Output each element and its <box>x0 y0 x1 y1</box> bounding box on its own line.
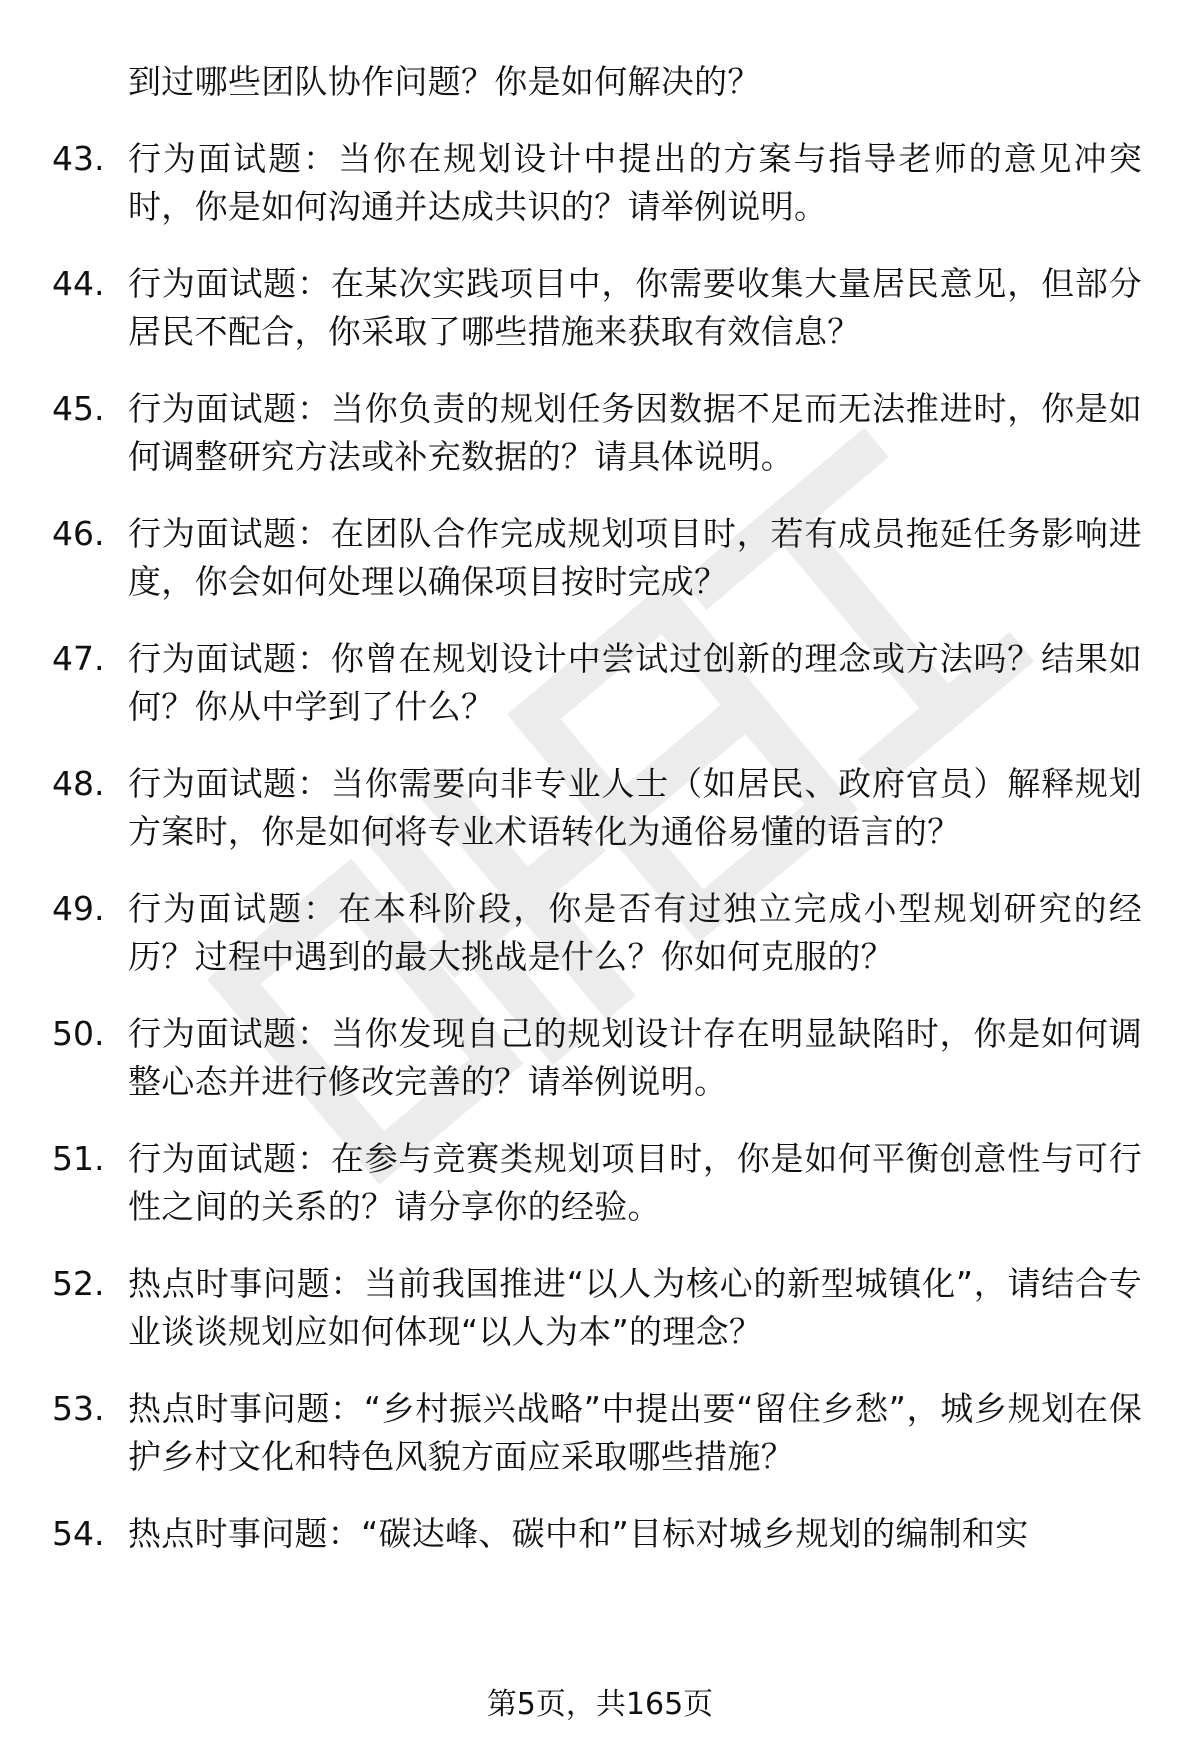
list-item <box>52 135 1142 231</box>
list-item <box>52 58 1142 106</box>
item-text: 行为面试题：在团队合作完成规划项目时，若有成员拖延任务影响进度，你会如何处理以确保项目按时完成？ <box>128 514 1142 601</box>
item-number: 52. <box>52 1264 105 1303</box>
list-item <box>52 385 1142 481</box>
item-number: 46. <box>52 514 105 553</box>
item-text: 热点时事问题：“碳达峰、碳中和”目标对城乡规划的编制和实 <box>128 1514 1029 1553</box>
item-text: 行为面试题：当你需要向非专业人士（如居民、政府官员）解释规划方案时，你是如何将专业术语转化为通俗易懂的语言的？ <box>128 764 1142 851</box>
item-number: 43. <box>52 139 105 178</box>
item-number: 45. <box>52 389 105 428</box>
item-text: 行为面试题：当你发现自己的规划设计存在明显缺陷时，你是如何调整心态并进行修改完善的？请举例说明。 <box>128 1014 1142 1101</box>
item-text: 行为面试题：你曾在规划设计中尝试过创新的理念或方法吗？结果如何？你从中学到了什么？ <box>128 639 1142 726</box>
list-item <box>52 1385 1142 1481</box>
item-number: 54. <box>52 1514 105 1553</box>
item-text: 行为面试题：在本科阶段，你是否有过独立完成小型规划研究的经历？过程中遇到的最大挑战是什么？你如何克服的？ <box>128 889 1142 976</box>
list-item <box>52 1510 1142 1558</box>
list-item <box>52 1010 1142 1106</box>
list-item <box>52 635 1142 731</box>
item-text: 到过哪些团队协作问题？你是如何解决的？ <box>128 62 761 101</box>
item-text: 热点时事问题：当前我国推进“以人为核心的新型城镇化”，请结合专业谈谈规划应如何体现“以人为本”的理念？ <box>128 1264 1142 1351</box>
page-number-footer: 第5页，共165页 <box>486 1687 714 1722</box>
list-item <box>52 1135 1142 1231</box>
item-text: 行为面试题：当你负责的规划任务因数据不足而无法推进时，你是如何调整研究方法或补充数据的？请具体说明。 <box>128 389 1142 476</box>
item-text: 行为面试题：在某次实践项目中，你需要收集大量居民意见，但部分居民不配合，你采取了哪些措施来获取有效信息？ <box>128 264 1142 351</box>
item-text: 热点时事问题：“乡村振兴战略”中提出要“留住乡愁”，城乡规划在保护乡村文化和特色风貌方面应采取哪些措施？ <box>128 1389 1142 1476</box>
item-number: 49. <box>52 889 105 928</box>
item-number: 44. <box>52 264 105 303</box>
list-item <box>52 510 1142 606</box>
item-number: 47. <box>52 639 105 678</box>
item-number: 50. <box>52 1014 105 1053</box>
item-number: 51. <box>52 1139 105 1178</box>
item-number: 53. <box>52 1389 105 1428</box>
item-number: 48. <box>52 764 105 803</box>
item-text: 行为面试题：当你在规划设计中提出的方案与指导老师的意见冲突时，你是如何沟通并达成共识的？请举例说明。 <box>128 139 1142 226</box>
question-list <box>52 58 1142 1587</box>
list-item <box>52 260 1142 356</box>
list-item <box>52 1260 1142 1356</box>
list-item <box>52 760 1142 856</box>
list-item <box>52 885 1142 981</box>
item-text: 行为面试题：在参与竞赛类规划项目时，你是如何平衡创意性与可行性之间的关系的？请分享你的经验。 <box>128 1139 1142 1226</box>
